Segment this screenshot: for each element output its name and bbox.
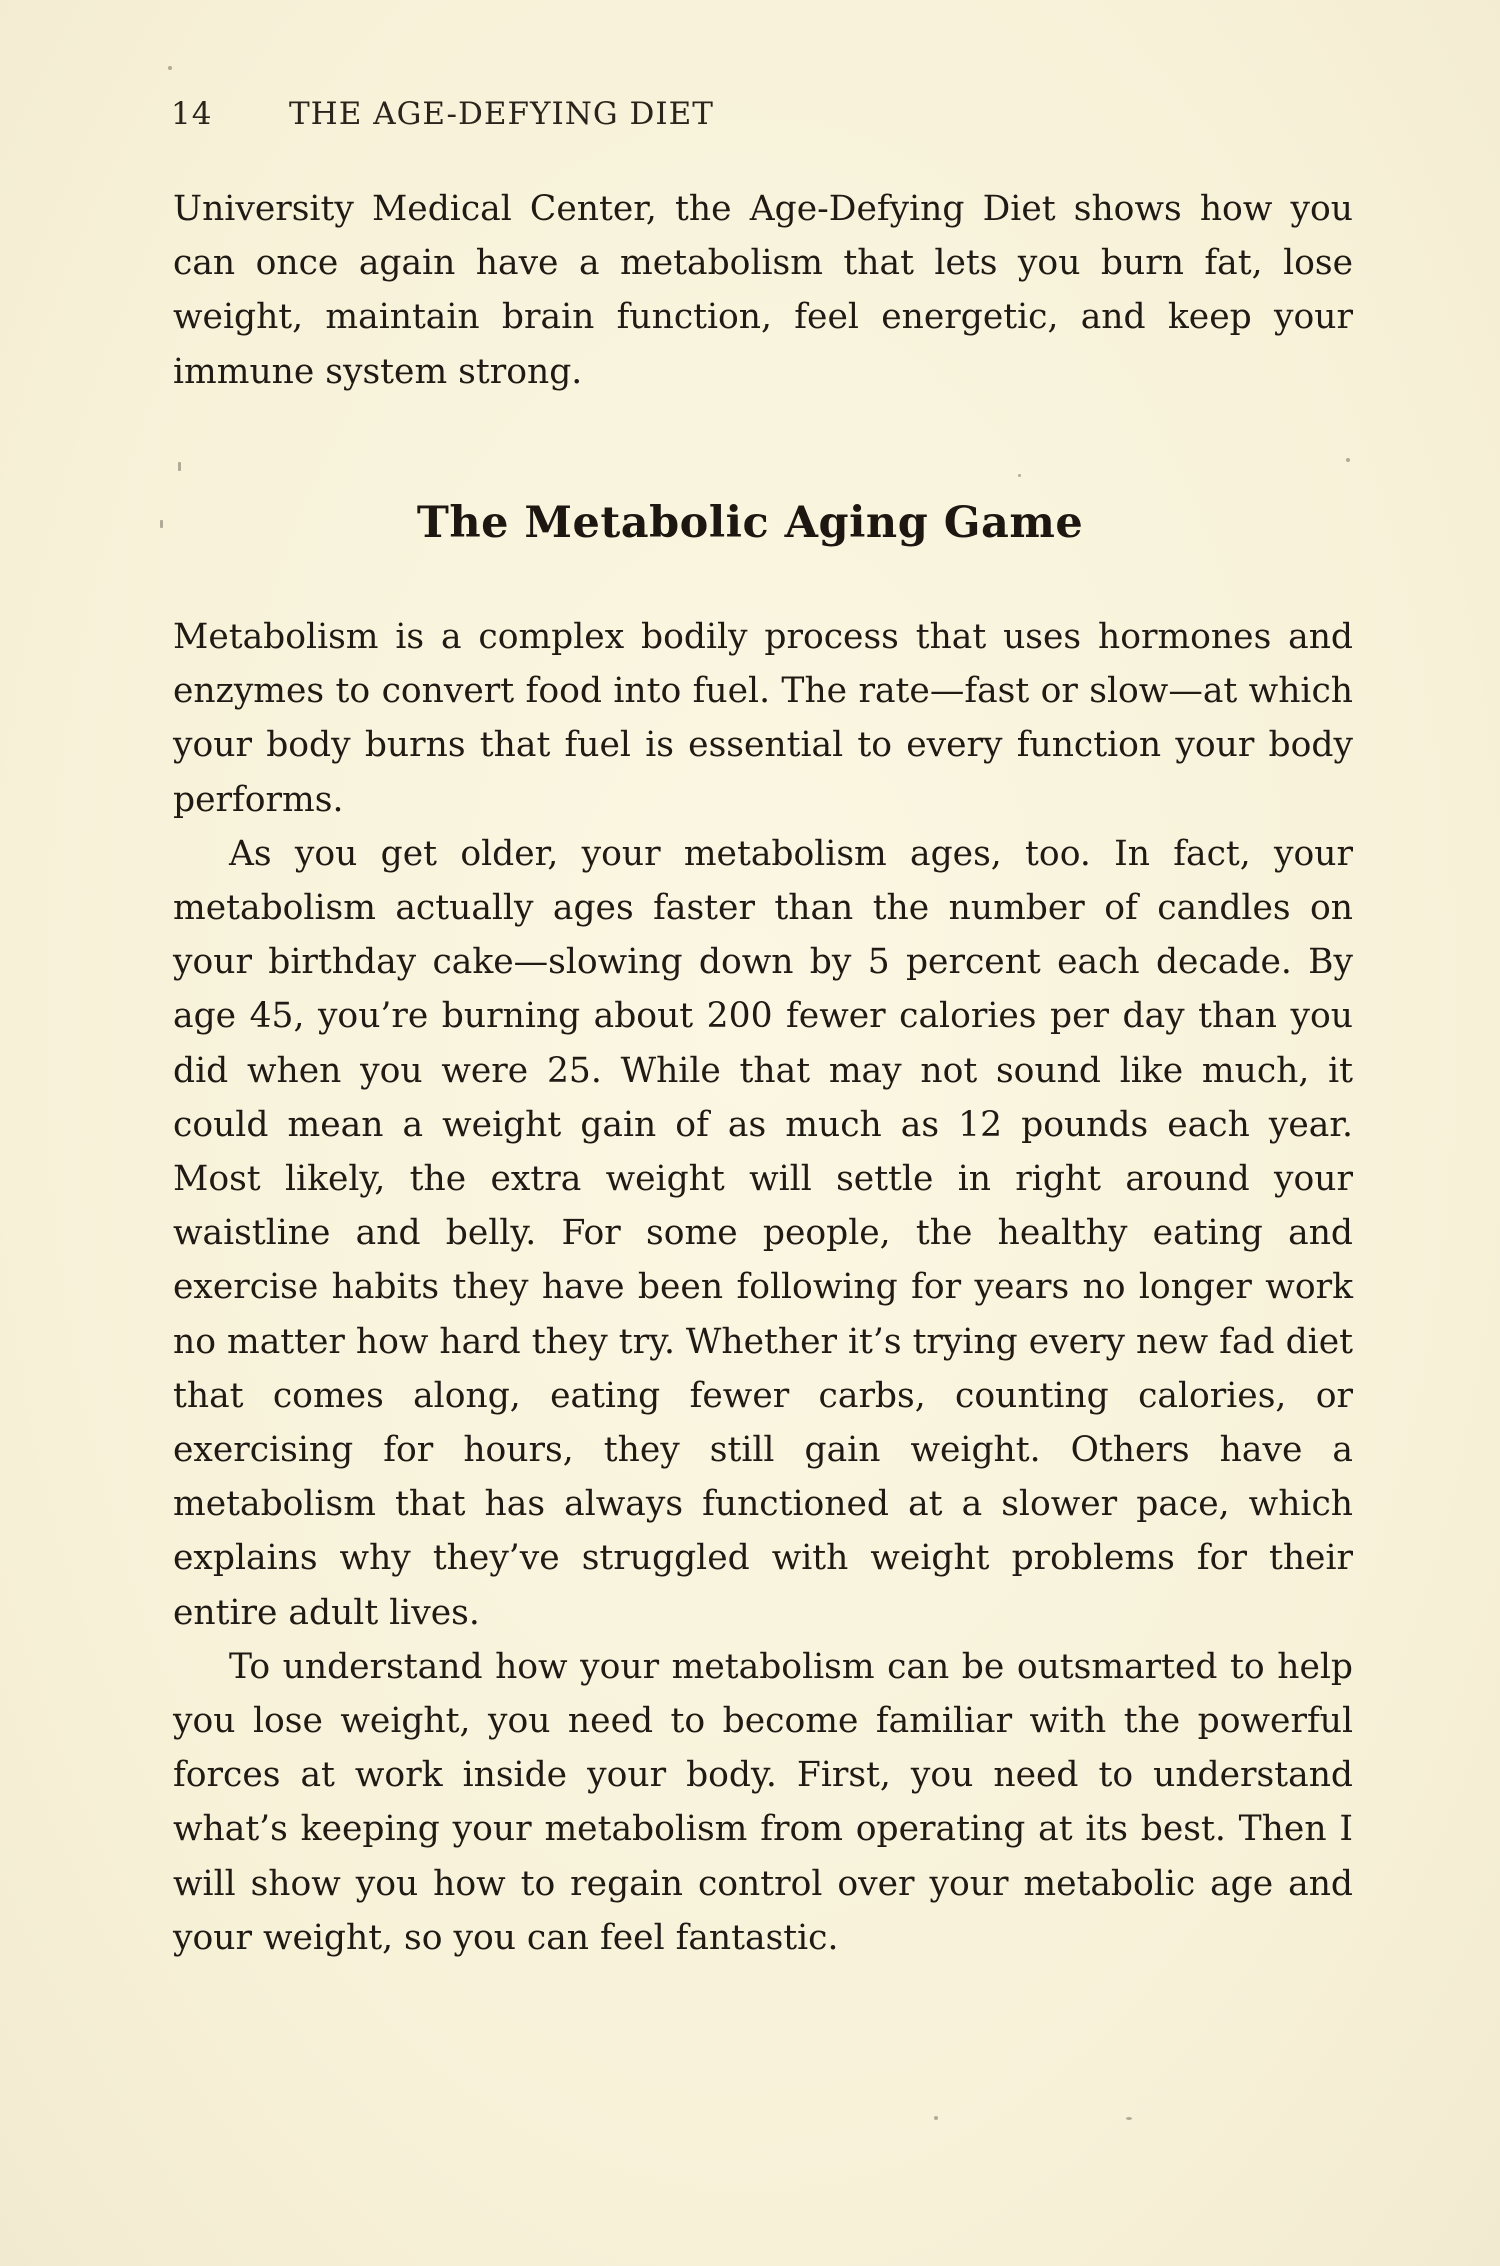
page-number: 14 [171,96,213,132]
body-paragraph-3: To understand how your metabolism can be outsmarted to help you lose weight, you need to become familiar with the powerful forces at work inside your body. First, you need to understand what’s keeping your metabolism from operating at its best. Then I will show you how to regain control over your metabolic age and your weight, so you can feel fantastic. [173,1646,1353,1958]
section-heading: The Metabolic Aging Game [416,498,1084,548]
dust-speck [934,2116,938,2120]
dust-speck [1346,458,1350,462]
running-head [171,96,714,132]
section-body [173,610,1353,1965]
intro-paragraph: University Medical Center, the Age-Defying Diet shows how you can once again have a metabolism that lets you burn fat, lose weight, maintain brain function, feel energetic, and keep your immune system strong. [173,189,1353,392]
intro-text-block [173,182,1353,399]
dust-speck [1126,2117,1132,2120]
dust-speck [168,66,172,70]
book-title: THE AGE-DEFYING DIET [289,96,714,132]
dust-speck [178,462,181,471]
dust-speck [1018,474,1021,477]
body-paragraph-1: Metabolism is a complex bodily process that uses hormones and enzymes to convert food into fuel. The rate—fast or slow—at which your body burns that fuel is essential to every function your body performs. [173,617,1353,820]
dust-speck [160,520,163,528]
body-paragraph-2: As you get older, your metabolism ages, too. In fact, your metabolism actually ages faster than the number of candles on your birthday cake—slowing down by 5 percent each decade. By age 45, you’re burning about 200 fewer calories per day than you did when you were 25. While that may not sound like much, it could mean a weight gain of as much as 12 pounds each year. Most likely, the extra weight will settle in right around your waistline and belly. For some people, the healthy eating and exercise habits they have been following for years no longer work no matter how hard they try. Whether it’s trying every new fad diet that comes along, eating fewer carbs, counting calories, or exercising for hours, they still gain weight. Others have a metabolism that has always functioned at a slower pace, which explains why they’ve struggled with weight problems for their entire adult lives. [173,833,1353,1633]
